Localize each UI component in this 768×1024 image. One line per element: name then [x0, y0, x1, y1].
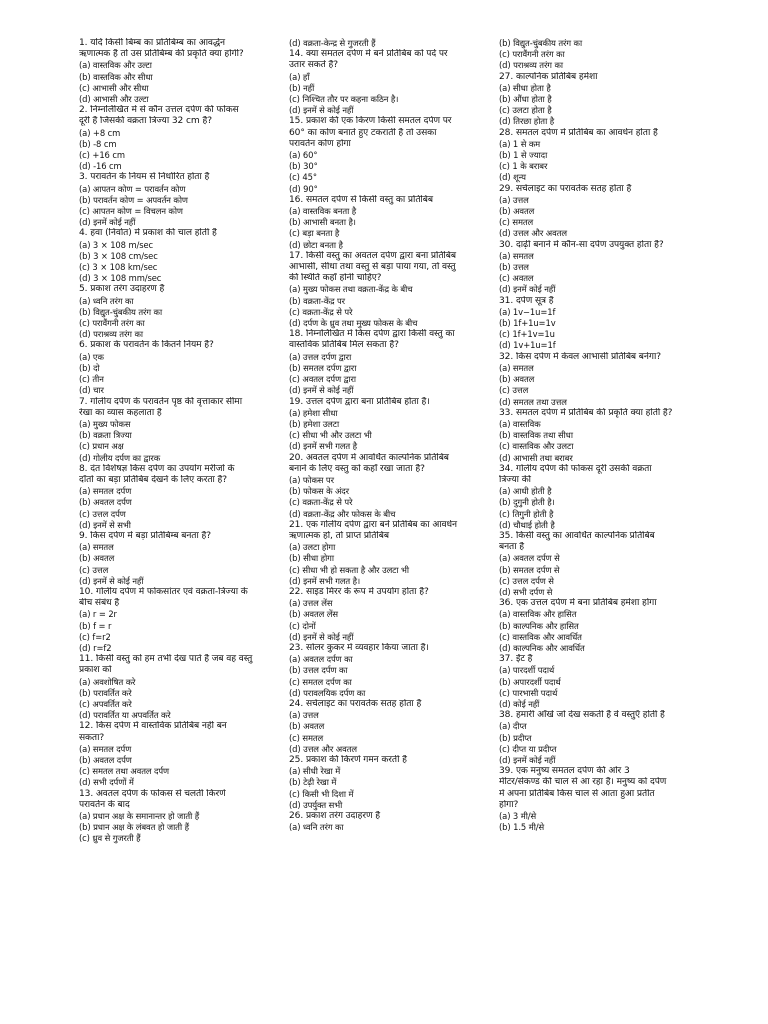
option-line: (b) 1f+1u=1v [499, 318, 556, 329]
option-line: (c) उत्तल दर्पण से [499, 575, 554, 586]
option-line: (c) दीप्त या प्रदीप्त [499, 743, 557, 754]
question-line: 8. दंत विशेषज्ञ किस दर्पण का उपयोग मरीजों के [79, 463, 235, 474]
option-line: (c) पारभासी पदार्थ [499, 687, 558, 698]
option-line: (b) अवतल लेंस [289, 609, 338, 620]
option-line: (a) उत्तल [499, 194, 529, 205]
question-line: 11. किसी वस्तु को हम तभी देख पाते हैं जब वह वस्तु [79, 654, 253, 665]
question-line: 7. गोलीय दर्पण के परावर्तन पृष्ठ की वृत्ताकार सीमा [79, 396, 242, 407]
question-line: 1. यदि किसी बिम्ब का प्रतिबिम्ब का आवर्द्धन [79, 38, 225, 48]
option-line: (d) सभी दर्पणों में [79, 777, 134, 788]
option-line: (b) आभासी बनता है। [289, 217, 356, 228]
question-line: 2. निम्नलिखित में से कौन उत्तल दर्पण की फोकस [79, 105, 239, 116]
option-line: (c) उत्तल दर्पण [79, 508, 126, 519]
option-line: (a) 60° [289, 150, 318, 161]
question-line: 28. समतल दर्पण में प्रतिबिंब का आवर्धन होता है [499, 127, 658, 138]
option-line: (b) वक्रता-केंद्र पर [289, 295, 345, 306]
option-line: (d) इनमें सभी गलत है [289, 441, 358, 452]
option-line: (c) सीधा भी हो सकता है और उलटा भी [289, 564, 409, 575]
option-line: (b) -8 cm [79, 138, 117, 149]
option-line: (c) उत्तल [79, 564, 109, 575]
question-line: 17. किसी वस्तु का अवतल दर्पण द्वारा बना प्रतिबिंब [289, 250, 456, 261]
option-line: (b) वक्रता त्रिज्या [79, 430, 132, 441]
question-line: उतार सकते हैं? [289, 60, 338, 71]
question-line: वास्तविक प्रतिबिंब मिल सकता है? [289, 340, 399, 351]
option-line: (c) आभासी और सीधा [79, 82, 149, 93]
option-line: (b) सीधा होगा [289, 553, 334, 564]
option-line: (a) समतल दर्पण [79, 743, 132, 754]
option-line: (b) 1 से ज्यादा [499, 150, 548, 161]
question-line: 6. प्रकाश के परावर्तन के कितने नियम हैं? [79, 340, 214, 351]
option-line: (a) ध्वनि तरंग का [79, 295, 134, 306]
question-line: 22. साइड मिरर के रूप में उपयोग होता है? [289, 586, 429, 597]
question-line: 25. प्रकाश की किरणें गमन करती हैं [289, 755, 407, 765]
option-line: (d) उत्तल और अवतल [499, 228, 567, 239]
option-line: (d) इनमें कोई नहीं [499, 284, 556, 295]
question-line: परावर्तन के बाद [79, 799, 130, 810]
question-line: 3. परावर्तन के नियम से निर्धारित होता है [79, 172, 210, 183]
option-line: (d) इनमें से सभी [79, 519, 131, 530]
option-line: (b) प्रधान अक्ष के लंबवत हो जाती हैं [79, 822, 189, 833]
question-line: 10. गोलीय दर्पण में फोकसांतर एवं वक्रता-त्रिज्या के [79, 586, 248, 597]
option-line: (d) परावलयिक दर्पण का [289, 687, 366, 698]
option-line: (b) हमेशा उलटा [289, 418, 340, 429]
option-line: (b) अवतल [499, 206, 535, 217]
option-line: (b) 30° [289, 161, 318, 172]
option-line: (d) कोई नहीं [499, 698, 540, 709]
option-line: (a) अवतल दर्पण से [499, 553, 560, 564]
column-2 [289, 38, 497, 833]
question-line: 12. किस दर्पण में वास्तविक प्रतिबिंब नहीं बन [79, 721, 227, 732]
question-line: 23. सोलर कुकर में व्यवहार किया जाता है। [289, 642, 429, 653]
question-line: 16. समतल दर्पण से किसी वस्तु का प्रतिबिंब [289, 194, 433, 205]
question-line: बनाने के लिए वस्तु को कहाँ रखा जाता है? [289, 463, 425, 474]
question-line: 30. दाढ़ी बनाने में कौन-सा दर्पण उपयुक्त होता है? [499, 239, 664, 250]
option-line: (d) वक्रता-केन्द्र से गुजरती हैं [289, 38, 376, 48]
option-line: (b) काल्पनिक और हासित [499, 620, 579, 631]
question-line: 32. किस दर्पण में केवल आभासी प्रतिबिंब बनेगा? [499, 351, 661, 362]
option-line: (d) इनमें कोई नहीं [79, 217, 136, 228]
column-1 [79, 38, 287, 845]
question-line: बनता है [499, 542, 524, 553]
question-line: 18. निम्नलिखित में किस दर्पण द्वारा किसी वस्तु का [289, 329, 455, 340]
option-line: (c) 1f+1v=1u [499, 329, 555, 340]
option-line: (c) ध्रुव से गुजरती हैं [79, 833, 141, 844]
option-line: (c) f=r2 [79, 631, 111, 642]
option-line: (c) वक्रता-केंद्र से परे [289, 306, 353, 317]
question-line: 20. अवतल दर्पण में आवर्धित काल्पनिक प्रतिबिंब [289, 452, 449, 463]
option-line: (a) प्रधान अक्ष के समानान्तर हो जाती हैं [79, 811, 200, 822]
question-line: आभासी, सीधा तथा वस्तु से बड़ा पाया गया, तो वस्तु [289, 262, 456, 273]
option-line: (d) r=f2 [79, 642, 112, 653]
option-line: (b) उत्तल दर्पण का [289, 665, 348, 676]
option-line: (d) 90° [289, 183, 318, 194]
option-line: (c) 45° [289, 172, 317, 183]
question-line: सकता? [79, 732, 105, 743]
option-line: (c) सीधा भी और उलटा भी [289, 430, 372, 441]
option-line: (a) उत्तल [289, 710, 319, 721]
option-line: (c) वास्तविक और उलटा [499, 441, 574, 452]
question-line: मीटर/सेकण्ड की चाल से आ रहा है। मनुष्य को दर्पण [499, 777, 667, 788]
question-line: 35. किसी वस्तु का आवर्धित काल्पनिक प्रतिबिंब [499, 530, 655, 541]
option-line: (a) मुख्य फोकस [79, 418, 131, 429]
option-line: (a) अवतल दर्पण का [289, 654, 353, 665]
option-line: (c) परावैंगनी तरंग का [499, 49, 565, 60]
option-line: (b) 1.5 मी/से [499, 822, 545, 833]
question-line: दूरी है जिसकी वक्रता त्रिज्या 32 cm है? [79, 116, 212, 127]
question-line: ऋणात्मक हो, तो प्राप्त प्रतिबिंब [289, 530, 389, 541]
question-line: में अपना प्रतिबिंब किस चाल से आता हुआ प्रतीत [499, 788, 655, 799]
option-line: (a) समतल दर्पण [79, 486, 132, 497]
question-line: त्रिज्या की [499, 474, 531, 485]
option-line: (c) किसी भी दिशा में [289, 788, 354, 799]
option-line: (a) वास्तविक और हासित [499, 609, 577, 620]
option-line: (a) 3 मी/से [499, 811, 537, 822]
option-line: (d) छोटा बनता है [289, 239, 343, 250]
option-line: (d) -16 cm [79, 161, 122, 172]
question-line: ऋणात्मक है तो उस प्रतिबिम्ब की प्रकृति क्या होगी? [79, 49, 244, 60]
question-line: रेखा का व्यास कहलाता है [79, 407, 162, 418]
option-line: (d) आभासी और उल्टा [79, 94, 149, 105]
option-line: (c) समतल तथा अवतल दर्पण [79, 766, 169, 777]
option-line: (a) 1 से कम [499, 138, 541, 149]
option-line: (a) समतल [499, 362, 534, 373]
option-line: (b) अपारदर्शी पदार्थ [499, 676, 561, 687]
option-line: (c) +16 cm [79, 150, 125, 161]
option-line: (d) इनमें कोई नहीं [499, 755, 556, 765]
option-line: (d) इनमें से कोई नहीं [79, 575, 144, 586]
question-line: 31. दर्पण सूत्र है [499, 295, 554, 306]
option-line: (b) परावर्तित करे [79, 687, 132, 698]
option-line: (c) निश्चित तौर पर कहना कठिन है। [289, 94, 399, 105]
option-line: (a) r = 2r [79, 609, 117, 620]
question-line: 5. प्रकाश तरंग उदाहरण है [79, 284, 165, 295]
option-line: (a) दीप्त [499, 721, 527, 732]
question-line: बीच संबंध है [79, 598, 120, 609]
option-line: (c) अवतल [499, 273, 534, 284]
option-line: (b) परावर्तन कोण = अपवर्तन कोण [79, 194, 188, 205]
option-line: (d) 1v+1u=1f [499, 340, 556, 351]
option-line: (d) समतल तथा उत्तल [499, 396, 567, 407]
option-line: (b) 3 × 108 cm/sec [79, 250, 158, 261]
option-line: (a) वास्तविक बनता है [289, 206, 357, 217]
option-line: (c) उत्तल [499, 385, 529, 396]
option-line: (c) परावैंगनी तरंग का [79, 318, 145, 329]
option-line: (a) सीधा होता है [499, 82, 551, 93]
option-line: (b) वास्तविक तथा सीधा [499, 430, 573, 441]
question-line: 60° का कोण बनाते हुए टकराती है तो उसका [289, 127, 437, 138]
option-line: (b) अवतल [79, 553, 115, 564]
option-line: (d) वक्रता-केंद्र और फोकस के बीच [289, 508, 396, 519]
option-line: (b) प्रदीप्त [499, 732, 532, 743]
option-line: (d) उत्तल और अवतल [289, 743, 357, 754]
question-line: 26. प्रकाश तरंग उदाहरण है [289, 811, 380, 822]
option-line: (c) प्रधान अक्ष [79, 441, 124, 452]
option-line: (b) विद्युत-चुंबकीय तरंग का [499, 38, 583, 48]
option-line: (a) 1v−1u=1f [499, 306, 556, 317]
option-line: (b) f = r [79, 620, 112, 631]
option-line: (b) समतल दर्पण द्वारा [289, 362, 357, 373]
option-line: (d) इनमें सभी गलत है। [289, 575, 361, 586]
option-line: (c) बड़ा बनता है [289, 228, 340, 239]
option-line: (c) अवतल दर्पण द्वारा [289, 374, 356, 385]
question-line: 9. किस दर्पण में बड़ा प्रतिबिम्ब बनता है? [79, 530, 211, 541]
question-line: 37. ईंट है [499, 654, 533, 665]
question-line: 29. सर्चलाइट का परावर्तक सतह होता है [499, 183, 632, 194]
question-line: की स्थिति कहाँ होनी चाहिए? [289, 273, 382, 284]
question-line: 27. काल्पनिक प्रतिबिंब हमेशा [499, 71, 598, 82]
question-line: 38. हमारी आँखें जो देख सकती है वे वस्तुएँ होती है [499, 710, 665, 721]
option-line: (d) शून्य [499, 172, 526, 183]
option-line: (d) इनमें से कोई नहीं [289, 631, 354, 642]
option-line: (a) मुख्य फोकस तथा वक्रता-केंद्र के बीच [289, 284, 413, 295]
option-line: (a) वास्तविक [499, 418, 541, 429]
option-line: (d) चौथाई होती है [499, 519, 555, 530]
option-line: (c) समतल [499, 217, 534, 228]
option-line: (d) दर्पण के ध्रुव तथा मुख्य फोकस के बीच [289, 318, 418, 329]
option-line: (c) तीन [79, 374, 104, 385]
option-line: (c) वक्रता-केंद्र से परे [289, 497, 353, 508]
option-line: (c) अपवर्तित करे [79, 698, 132, 709]
question-line: 13. अवतल दर्पण के फोकस से चलती किरणें [79, 788, 226, 799]
option-line: (a) उत्तल दर्पण द्वारा [289, 351, 352, 362]
option-line: (d) पराश्रव्य तरंग का [79, 329, 143, 340]
option-line: (b) नहीं [289, 82, 315, 93]
option-line: (a) एक [79, 351, 104, 362]
question-line: 33. समतल दर्पण में प्रतिबिंब की प्रकृति क्या होती है? [499, 407, 673, 418]
option-line: (d) उपर्युक्त सभी [289, 799, 343, 810]
question-line: 36. एक उत्तल दर्पण में बना प्रतिबिंब हमेशा होगा [499, 598, 657, 609]
option-line: (d) पराश्रव्य तरंग का [499, 60, 563, 71]
option-line: (b) दो [79, 362, 100, 373]
question-line: 15. प्रकाश की एक किरण किसी समतल दर्पण पर [289, 116, 452, 127]
option-line: (b) अवतल दर्पण [79, 497, 132, 508]
option-line: (d) परावर्तित या अपवर्तित करे [79, 710, 171, 721]
option-line: (b) फोकस के अंदर [289, 486, 349, 497]
option-line: (d) 3 × 108 mm/sec [79, 273, 162, 284]
option-line: (c) तिगुनी होती है [499, 508, 554, 519]
column-3 [499, 38, 707, 833]
option-line: (a) समतल [79, 542, 114, 553]
option-line: (b) अवतल [499, 374, 535, 385]
question-line: 21. एक गोलीय दर्पण द्वारा बने प्रतिबिंब का आवर्धन [289, 519, 457, 530]
option-line: (a) वास्तविक और उल्टा [79, 60, 152, 71]
option-line: (b) विद्युत-चुंबकीय तरंग का [79, 306, 163, 317]
question-line: परावर्तन कोण होगा [289, 138, 351, 149]
option-line: (c) 3 × 108 km/sec [79, 262, 158, 273]
option-line: (a) 3 × 108 m/sec [79, 239, 154, 250]
option-line: (a) फोकस पर [289, 474, 334, 485]
option-line: (a) उलटा होगा [289, 542, 336, 553]
question-line: होगा? [499, 799, 519, 810]
option-line: (b) उत्तल [499, 262, 529, 273]
option-line: (a) आपतन कोण = परावर्तन कोण [79, 183, 186, 194]
option-line: (a) समतल [499, 250, 534, 261]
option-line: (d) इनमें से कोई नहीं [289, 105, 354, 116]
option-line: (b) औंधा होता है [499, 94, 552, 105]
question-line: 24. सर्चलाइट का परावर्तक सतह होता है [289, 698, 422, 709]
option-line: (c) आपतन कोण = विचलन कोण [79, 206, 183, 217]
option-line: (b) टेढ़ी रेखा में [289, 777, 337, 788]
option-line: (c) वास्तविक और आवर्धित [499, 631, 582, 642]
question-line: 34. गोलीय दर्पण की फोकस दूरी उसकी वक्रता [499, 463, 652, 474]
option-line: (a) हमेशा सीधा [289, 407, 338, 418]
option-line: (d) गोलीय दर्पण का द्वारक [79, 452, 161, 463]
option-line: (a) पारदर्शी पदार्थ [499, 665, 555, 676]
option-line: (a) आधी होती है [499, 486, 552, 497]
option-line: (b) समतल दर्पण से [499, 564, 560, 575]
option-line: (b) दुगुनी होती है। [499, 497, 555, 508]
option-line: (d) सभी दर्पण से [499, 586, 553, 597]
option-line: (c) समतल [289, 732, 324, 743]
option-line: (c) उलटा होता है [499, 105, 552, 116]
question-line: दाँतों का बड़ा प्रतिबिंब देखने के लिए करता है? [79, 474, 227, 485]
question-line: 4. हवा (निर्वात) में प्रकाश की चाल होती है [79, 228, 217, 239]
option-line: (b) वास्तविक और सीधा [79, 71, 153, 82]
option-line: (c) समतल दर्पण का [289, 676, 352, 687]
option-line: (d) तिरछा होता है [499, 116, 555, 127]
option-line: (d) इनमें से कोई नहीं [289, 385, 354, 396]
option-line: (d) आभासी तथा बराबर [499, 452, 573, 463]
question-line: 39. एक मनुष्य समतल दर्पण की ओर 3 [499, 766, 630, 777]
option-line: (a) अवशोषित करे [79, 676, 136, 687]
question-line: प्रकाश को [79, 665, 112, 676]
option-line: (a) उत्तल लेंस [289, 598, 333, 609]
option-line: (d) काल्पनिक और आवर्धित [499, 642, 585, 653]
question-line: 14. क्या समतल दर्पण में बने प्रतिबिंब को पर्दे पर [289, 49, 448, 60]
option-line: (a) हाँ [289, 71, 310, 82]
option-line: (b) अवतल [289, 721, 325, 732]
option-line: (c) दोनों [289, 620, 316, 631]
option-line: (c) 1 के बराबर [499, 161, 548, 172]
option-line: (b) अवतल दर्पण [79, 755, 132, 765]
question-line: 19. उत्तल दर्पण द्वारा बना प्रतिबिंब होता है। [289, 396, 430, 407]
option-line: (a) +8 cm [79, 127, 121, 138]
option-line: (a) सीधी रेखा में [289, 766, 341, 777]
option-line: (a) ध्वनि तरंग का [289, 822, 344, 833]
option-line: (d) चार [79, 385, 104, 396]
